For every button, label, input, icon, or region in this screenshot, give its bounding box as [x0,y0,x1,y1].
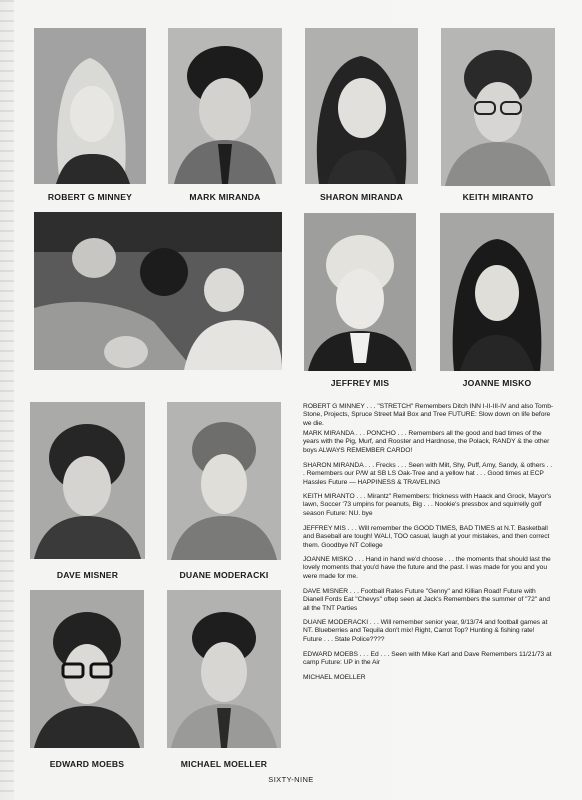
bio-entry: EDWARD MOEBS . . . Ed . . . Seen with Mike Karl and Dave Remembers 11/21/73 at camp Future: UP in the Air [303,651,552,667]
portrait-keith-miranto [441,28,555,186]
candid-group-photo [34,212,282,370]
binding-edge [0,0,14,800]
person-name: JEFFREY MIS [330,378,390,388]
page-number: SIXTY-NINE [268,775,314,784]
portrait-sharon-miranda [305,28,418,184]
person-name: MICHAEL MOELLER [180,759,268,769]
person-name: DUANE MODERACKI [179,570,269,580]
portrait-duane-moderacki [167,402,281,560]
person-name: KEITH MIRANTO [462,192,534,202]
portrait-dave-misner [30,402,145,559]
bio-entry: DUANE MODERACKI . . . Will remember senior year, 9/13/74 and football games at NT. Blueberries and Tequila don't mix! Right, Carrot Top? Hunting & fishing rate! Future . . . State Police???? [303,619,548,643]
person-name: MARK MIRANDA [189,192,261,202]
bio-entry: MICHAEL MOELLER [303,674,366,681]
bio-entry: KEITH MIRANTO . . . Mirantz" Remembers: frickness with Haack and Grock, Mayor's lawn, Soccer '73 umpins for peanuts, Big . . . Nookie's pressbox and squirrelly golf season Future: NU. bye [303,493,552,517]
portrait-joanne-misko [440,213,554,371]
person-name: JOANNE MISKO [462,378,532,388]
bio-entry: JEFFREY MIS . . . Will remember the GOOD TIMES, BAD TIMES at N.T. Basketball and Baseball are tough! WALI, TOO casual, laugh at your mistakes, and then correct them. Goodbye NT College [303,525,550,549]
bio-entry: ROBERT G MINNEY . . . "STRETCH" Remembers Ditch INN I-II-III-IV and also Tomb-Stone, Projects, Spruce Street Mail Box and Tree FUTURE: Slow down on life before we die. [303,403,554,427]
bio-entry: MARK MIRANDA . . . PONCHO . . . Remembers all the good and bad times of the years with the Pig, Murf, and Rooster and Hardnose, the Polack, RANDY & the other boys ALWAYS REMEMBER CARDO! [303,430,550,454]
bio-entry: SHARON MIRANDA . . . Frecks . . . Seen with Milt, Shy, Puff, Amy, Sandy, & others . . . Remembers our P/W at SB LS Oak-Tree and a yellow hat . . . Good times at ECP Hassles Future — HAPPINESS & TRAVELING [303,462,553,486]
portrait-edward-moebs [30,590,144,748]
bio-entry: JOANNE MISKO . . . Hand in hand we'd choose . . . the moments that should last the lovely moments that you'd have the future and the past. I was made for you and you were made for me. [303,556,551,580]
person-name: ROBERT G MINNEY [47,192,133,202]
portrait-michael-moeller [167,590,281,748]
person-name: EDWARD MOEBS [49,759,125,769]
bio-entry: DAVE MISNER . . . Football Rates Future "Genny" and Killian Road! Future with Dianell Fords Eat "Chevys" oftep seen at Jack's Remembers the summer of "72" and all the TNT Parties [303,588,550,612]
portrait-jeffrey-mis [304,213,416,371]
portrait-robert-g-minney [34,28,146,184]
portrait-mark-miranda [168,28,282,184]
person-name: SHARON MIRANDA [319,192,403,202]
person-name: DAVE MISNER [56,570,119,580]
